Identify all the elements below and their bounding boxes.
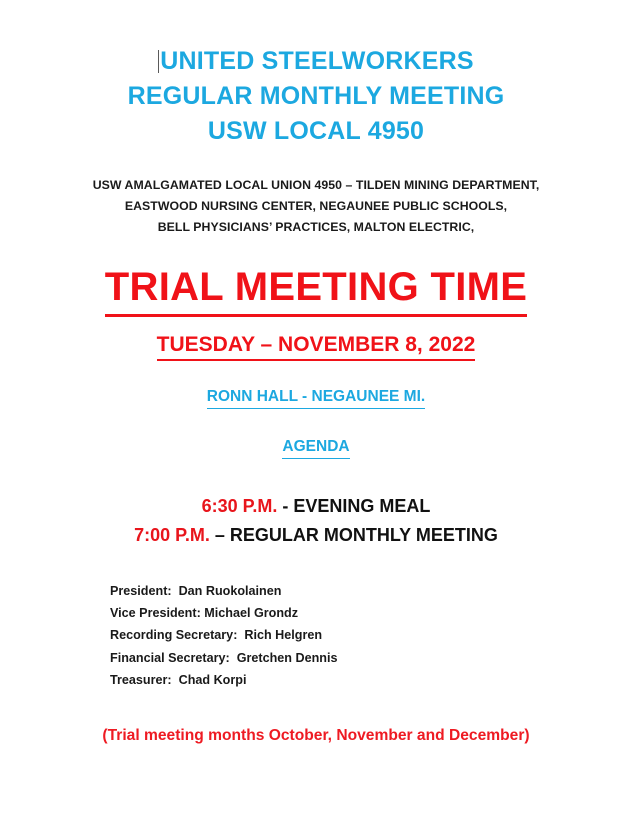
officer-row: Financial Secretary: Gretchen Dennis: [110, 650, 338, 665]
headline-text: TRIAL MEETING TIME: [105, 264, 527, 317]
officer-row: President: Dan Ruokolainen: [110, 584, 282, 598]
agenda-item-time: 7:00 P.M.: [134, 525, 210, 545]
officer-row: Vice President: Michael Grondz: [110, 606, 299, 621]
subheading-line-3: BELL PHYSICIANS’ PRACTICES, MALTON ELECTRIC,: [157, 220, 475, 234]
venue-block: [0, 387, 632, 409]
meeting-date-block: [0, 331, 632, 361]
subheading-line-2: EASTWOOD NURSING CENTER, NEGAUNEE PUBLIC SCHOOLS,: [124, 199, 508, 213]
agenda-item-description: – REGULAR MONTHLY MEETING: [209, 525, 498, 545]
agenda-item: [0, 492, 632, 521]
headline-block: [0, 264, 632, 317]
title-block: [0, 0, 632, 149]
title-line-3: USW LOCAL 4950: [207, 117, 425, 145]
agenda-heading-text: AGENDA: [282, 437, 349, 459]
officer-row: Treasurer: Chad Korpi: [110, 672, 247, 687]
footer-note-text: (Trial meeting months October, November and December): [102, 727, 530, 745]
agenda-item-description: - EVENING MEAL: [277, 496, 431, 516]
agenda-heading-block: [0, 437, 632, 459]
agenda-items-list: [0, 492, 632, 550]
title-line-1: [0, 44, 632, 79]
subheading-line-1: USW AMALGAMATED LOCAL UNION 4950 – TILDEN MINING DEPARTMENT,: [92, 178, 540, 192]
venue-text: RONN HALL - NEGAUNEE MI.: [207, 387, 425, 409]
agenda-item-time: 6:30 P.M.: [201, 496, 278, 516]
title-line-2: REGULAR MONTHLY MEETING: [127, 82, 505, 110]
title-line-1-text: UNITED STEELWORKERS: [160, 47, 474, 75]
subheading-block: [0, 175, 632, 238]
officers-list: [0, 580, 632, 691]
meeting-date-text: TUESDAY – NOVEMBER 8, 2022: [157, 331, 476, 361]
footer-note-block: [0, 725, 632, 747]
officer-row: Recording Secretary: Rich Helgren: [110, 628, 323, 643]
agenda-item: [0, 521, 632, 550]
